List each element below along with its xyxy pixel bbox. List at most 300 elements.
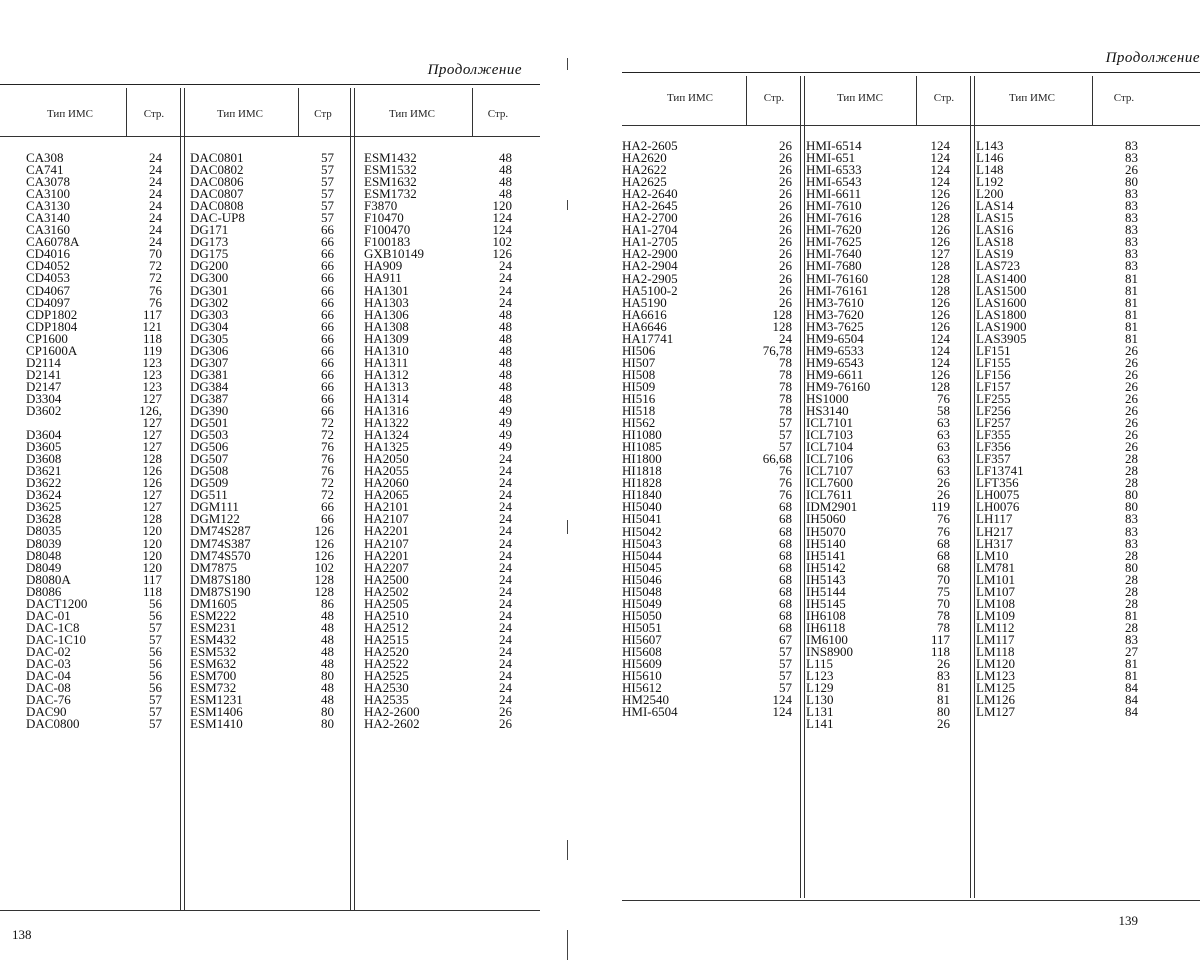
chip-type: D3602 <box>26 402 62 418</box>
chip-type: HA1301 <box>364 282 409 298</box>
page-ref: 126 <box>930 318 950 334</box>
chip-type: LAS1400 <box>976 270 1027 286</box>
table-column <box>364 152 512 730</box>
chip-type: HMI-7640 <box>806 246 862 262</box>
chip-type: HA2625 <box>622 174 667 190</box>
page-ref: 24 <box>149 162 162 178</box>
page-ref: 124 <box>930 138 950 153</box>
page-ref: 68 <box>779 595 792 611</box>
page-ref: 66 <box>321 330 334 346</box>
page-ref: 117 <box>142 306 162 322</box>
table-row <box>26 718 162 730</box>
chip-type: HMI-76161 <box>806 282 869 298</box>
page-ref: 80 <box>1125 487 1138 503</box>
page-ref: 70 <box>937 571 950 587</box>
page-ref: 68 <box>779 571 792 587</box>
chip-type: HA1311 <box>364 354 409 370</box>
page-ref: 80 <box>321 668 334 684</box>
page-ref: 83 <box>1125 138 1138 153</box>
chip-type: DG508 <box>190 463 229 479</box>
page-ref: 128 <box>142 511 162 527</box>
chip-type: CD4067 <box>26 282 71 298</box>
page-ref: 124 <box>930 330 950 346</box>
page-ref: 24 <box>499 655 512 671</box>
chip-type: L146 <box>976 150 1004 166</box>
page-ref: 81 <box>1125 330 1138 346</box>
chip-type: LM781 <box>976 559 1015 575</box>
chip-type: CA308 <box>26 150 64 165</box>
page-ref: 78 <box>937 607 950 623</box>
page-ref: 26 <box>779 186 792 202</box>
page-ref: 24 <box>499 270 512 286</box>
chip-type: ICL7103 <box>806 427 853 443</box>
chip-type: HA17741 <box>622 330 674 346</box>
chip-type: HI5042 <box>622 523 662 539</box>
right-page <box>610 0 1200 961</box>
page-ref: 28 <box>1125 451 1138 467</box>
chip-type: CDP1802 <box>26 306 78 322</box>
chip-type: HI5048 <box>622 583 662 599</box>
page-ref: 56 <box>149 668 162 684</box>
page-ref: 57 <box>149 716 162 732</box>
page-ref: 126 <box>142 475 162 491</box>
page-ref: 128 <box>930 378 950 394</box>
chip-type: HM9-6611 <box>806 366 864 382</box>
page-ref: 72 <box>149 258 162 274</box>
page-ref: 72 <box>321 415 334 431</box>
page-ref: 24 <box>149 210 162 226</box>
chip-type: DGM122 <box>190 511 240 527</box>
chip-type: DM87S180 <box>190 571 251 587</box>
page-ref: 117 <box>930 631 950 647</box>
chip-type: HM2540 <box>622 692 669 708</box>
page-ref: 123 <box>142 366 162 382</box>
page-ref: 128 <box>930 258 950 274</box>
page-ref: 78 <box>779 390 792 406</box>
chip-type: LF256 <box>976 403 1011 419</box>
chip-type: D8035 <box>26 523 62 539</box>
page-ref: 76,78 <box>762 342 792 358</box>
chip-type: ESM700 <box>190 668 237 684</box>
page-ref: 84 <box>1125 680 1138 696</box>
chip-type: LF257 <box>976 415 1011 431</box>
header-page: Стр <box>314 108 332 120</box>
chip-type: DG171 <box>190 222 229 238</box>
page-ref: 28 <box>1125 595 1138 611</box>
chip-type: HMI-7620 <box>806 222 862 238</box>
chip-type: CA3160 <box>26 222 71 238</box>
chip-type: DAC-08 <box>26 680 71 696</box>
chip-type: HA2201 <box>364 547 409 563</box>
chip-type: D3608 <box>26 451 62 467</box>
chip-type: HMI-6611 <box>806 186 862 202</box>
page-ref: 66,68 <box>762 451 792 467</box>
page-ref: 26 <box>779 138 792 153</box>
page-ref: 26 <box>779 234 792 250</box>
page-ref: 81 <box>1125 306 1138 322</box>
page-ref: 68 <box>779 535 792 551</box>
page-ref: 76 <box>321 463 334 479</box>
chip-type: HA1313 <box>364 378 409 394</box>
page-ref: 124 <box>492 222 512 238</box>
table-column <box>622 140 792 718</box>
chip-type: DG509 <box>190 475 229 491</box>
page-ref: 48 <box>321 631 334 647</box>
chip-type: DG381 <box>190 366 229 382</box>
page-ref: 58 <box>937 403 950 419</box>
page-ref: 83 <box>1125 150 1138 166</box>
chip-type: HI1080 <box>622 427 662 443</box>
chip-type: HI1828 <box>622 475 662 491</box>
page-ref: 48 <box>499 366 512 382</box>
chip-type: LF357 <box>976 451 1011 467</box>
page-ref: 84 <box>1125 692 1138 708</box>
chip-type: LH317 <box>976 535 1013 551</box>
chip-type: F100183 <box>364 234 411 250</box>
page-ref: 81 <box>937 680 950 696</box>
table-column <box>806 140 950 730</box>
chip-type: DAC-03 <box>26 655 71 671</box>
page-ref: 28 <box>1125 547 1138 563</box>
page-ref: 24 <box>149 150 162 165</box>
chip-type: LM126 <box>976 692 1015 708</box>
page-ref: 66 <box>321 499 334 515</box>
chip-type: DG200 <box>190 258 229 274</box>
chip-type: DG175 <box>190 246 229 262</box>
page-ref: 24 <box>149 234 162 250</box>
page-number: 138 <box>12 927 32 942</box>
header-rule <box>622 125 1200 126</box>
chip-type: HA2-2600 <box>364 704 420 720</box>
page-ref: 68 <box>779 499 792 515</box>
page-ref: 24 <box>499 559 512 575</box>
chip-type: DAC0808 <box>190 198 244 214</box>
page-ref: 126 <box>930 234 950 250</box>
page-ref: 126 <box>314 547 334 563</box>
chip-type: HM9-6533 <box>806 342 864 358</box>
chip-type: IH5070 <box>806 523 846 539</box>
page-ref: 120 <box>142 559 162 575</box>
chip-type: ESM732 <box>190 680 237 696</box>
page-ref: 80 <box>321 704 334 720</box>
page-ref: 76 <box>321 451 334 467</box>
chip-type: HI5050 <box>622 607 662 623</box>
page-ref: 83 <box>1125 511 1138 527</box>
page-ref: 48 <box>499 354 512 370</box>
chip-type: DM74S570 <box>190 547 251 563</box>
chip-type: LM101 <box>976 571 1015 587</box>
chip-type: D8049 <box>26 559 62 575</box>
page-ref: 24 <box>149 186 162 202</box>
chip-type: LH117 <box>976 511 1013 527</box>
chip-type: HI5044 <box>622 547 662 563</box>
page-ref: 66 <box>321 282 334 298</box>
page-ref: 24 <box>499 607 512 623</box>
chip-type: DAC-1C8 <box>26 619 80 635</box>
page-ref: 83 <box>1125 246 1138 262</box>
page-ref: 124 <box>930 162 950 178</box>
chip-type: HA2522 <box>364 655 409 671</box>
chip-type: LM117 <box>976 631 1015 647</box>
page-ref: 119 <box>142 342 162 358</box>
page-ref: 27 <box>1125 643 1138 659</box>
page-ref: 48 <box>499 174 512 190</box>
chip-type: HA1303 <box>364 294 409 310</box>
page-ref: 126 <box>492 246 512 262</box>
chip-type: D8080A <box>26 571 71 587</box>
page-ref: 28 <box>1125 571 1138 587</box>
chip-type: D3605 <box>26 439 62 455</box>
chip-type: LM112 <box>976 619 1015 635</box>
chip-type: HI5608 <box>622 643 662 659</box>
chip-type: LF255 <box>976 390 1011 406</box>
header-page: Стр. <box>1113 92 1135 104</box>
chip-type: HI518 <box>622 403 656 419</box>
chip-type: ESM1410 <box>190 716 243 732</box>
chip-type: HM3-7610 <box>806 294 864 310</box>
page-ref: 66 <box>321 511 334 527</box>
chip-type: F3870 <box>364 198 398 214</box>
chip-type: LM125 <box>976 680 1015 696</box>
chip-type: L200 <box>976 186 1004 202</box>
chip-type: DG301 <box>190 282 229 298</box>
page-ref: 68 <box>779 511 792 527</box>
chip-type: HI5609 <box>622 656 662 672</box>
page-ref: 83 <box>1125 234 1138 250</box>
header-page: Стр. <box>933 92 955 104</box>
chip-type: L192 <box>976 174 1004 190</box>
header-type: Тип ИМС <box>1008 92 1056 104</box>
chip-type: ESM1532 <box>364 162 417 178</box>
chip-type: CA6078A <box>26 234 80 250</box>
header-page: Стр. <box>143 108 165 120</box>
chip-type: HI509 <box>622 378 656 394</box>
page-ref: 83 <box>1125 523 1138 539</box>
page-ref: 80 <box>321 716 334 732</box>
chip-type: L131 <box>806 704 834 720</box>
page-ref: 24 <box>499 583 512 599</box>
page-ref: 66 <box>321 318 334 334</box>
page-ref: 70 <box>149 246 162 262</box>
chip-type: HA2525 <box>364 668 409 684</box>
page-ref: 67 <box>779 631 792 647</box>
chip-type: DAC-02 <box>26 643 71 659</box>
chip-type: HMI-6543 <box>806 174 862 190</box>
page-ref: 72 <box>321 475 334 491</box>
page-ref: 127 <box>142 415 162 431</box>
chip-type: L143 <box>976 138 1004 153</box>
chip-type: IH5142 <box>806 559 846 575</box>
header-type: Тип ИМС <box>666 92 714 104</box>
page-ref: 118 <box>142 583 162 599</box>
page-ref: 63 <box>937 463 950 479</box>
chip-type: HA5100-2 <box>622 282 678 298</box>
page-ref: 49 <box>499 402 512 418</box>
chip-type: HA2515 <box>364 631 409 647</box>
page-ref: 81 <box>937 692 950 708</box>
page-ref: 83 <box>1125 631 1138 647</box>
chip-type: CA3078 <box>26 174 71 190</box>
chip-type: DAC0806 <box>190 174 244 190</box>
page-ref: 24 <box>499 631 512 647</box>
page-ref: 28 <box>1125 463 1138 479</box>
chip-type: HA2505 <box>364 595 409 611</box>
chip-type: CD4016 <box>26 246 71 262</box>
chip-type: HA2-2645 <box>622 198 678 214</box>
page-ref: 26 <box>1125 342 1138 358</box>
chip-type: L130 <box>806 692 834 708</box>
chip-type: HI507 <box>622 354 656 370</box>
chip-type: LM118 <box>976 643 1015 659</box>
page-ref: 68 <box>937 547 950 563</box>
page-ref: 28 <box>1125 475 1138 491</box>
page-ref: 48 <box>499 162 512 178</box>
page-ref: 127 <box>930 246 950 262</box>
page-ref: 76 <box>149 294 162 310</box>
page-ref: 56 <box>149 595 162 611</box>
page-ref: 57 <box>321 210 334 226</box>
page-ref: 57 <box>779 656 792 672</box>
chip-type: HI5612 <box>622 680 662 696</box>
page-ref: 120 <box>142 535 162 551</box>
page-ref: 26 <box>779 282 792 298</box>
page-ref: 126 <box>930 222 950 238</box>
page-ref: 68 <box>779 559 792 575</box>
chip-type: D3304 <box>26 390 62 406</box>
chip-type: LAS14 <box>976 198 1014 214</box>
table-bottom-rule <box>0 910 540 911</box>
chip-type: DAC0801 <box>190 150 244 165</box>
page-ref: 24 <box>499 595 512 611</box>
page-ref: 68 <box>779 583 792 599</box>
page-ref: 49 <box>499 439 512 455</box>
page-ref: 126 <box>314 535 334 551</box>
page-ref: 118 <box>142 330 162 346</box>
page-ref: 66 <box>321 390 334 406</box>
page-ref: 49 <box>499 427 512 443</box>
chip-type: LM10 <box>976 547 1009 563</box>
page-ref: 127 <box>142 427 162 443</box>
page-ref: 126 <box>930 366 950 382</box>
page-ref: 24 <box>499 463 512 479</box>
chip-type: HMI-651 <box>806 150 856 166</box>
chip-type: D2147 <box>26 378 62 394</box>
page-ref: 119 <box>930 499 950 515</box>
chip-type: HI5045 <box>622 559 662 575</box>
page-ref: 26 <box>937 716 950 732</box>
chip-type: DM87S190 <box>190 583 251 599</box>
chip-type: HA2-2602 <box>364 716 420 732</box>
chip-type: IH5145 <box>806 595 846 611</box>
page-ref: 66 <box>321 270 334 286</box>
table-bottom-rule <box>622 900 1200 901</box>
page-ref: 128 <box>930 270 950 286</box>
chip-type: LAS723 <box>976 258 1021 274</box>
page-ref: 81 <box>1125 282 1138 298</box>
page-ref: 83 <box>1125 186 1138 202</box>
page-ref: 76 <box>937 511 950 527</box>
page-ref: 127 <box>142 390 162 406</box>
page-ref: 121 <box>142 318 162 334</box>
chip-type: D8086 <box>26 583 62 599</box>
chip-type: HA2207 <box>364 559 409 575</box>
page-ref: 26 <box>779 294 792 310</box>
chip-type: DAC0807 <box>190 186 244 202</box>
page-ref: 80 <box>1125 559 1138 575</box>
chip-type: ESM1432 <box>364 150 417 165</box>
page-ref: 24 <box>499 643 512 659</box>
chip-type: D3621 <box>26 463 62 479</box>
page-ref: 81 <box>1125 270 1138 286</box>
chip-type: LF356 <box>976 439 1011 455</box>
page-ref: 26 <box>937 487 950 503</box>
header-type: Тип ИМС <box>46 108 94 120</box>
header-type: Тип ИМС <box>388 108 436 120</box>
page-ref: 123 <box>142 378 162 394</box>
page-ref: 78 <box>779 403 792 419</box>
page-ref: 24 <box>149 198 162 214</box>
chip-type: LAS1600 <box>976 294 1027 310</box>
page-ref: 72 <box>149 270 162 286</box>
chip-type: DG173 <box>190 234 229 250</box>
page-ref: 56 <box>149 680 162 696</box>
chip-type: LF155 <box>976 354 1011 370</box>
page-ref: 26 <box>779 162 792 178</box>
page-ref: 126 <box>930 306 950 322</box>
chip-type: LM108 <box>976 595 1015 611</box>
page-ref: 26 <box>779 222 792 238</box>
chip-type: ESM1732 <box>364 186 417 202</box>
page-ref: 124 <box>492 210 512 226</box>
chip-type: LAS15 <box>976 210 1014 226</box>
page-ref: 48 <box>499 342 512 358</box>
page-ref: 48 <box>499 330 512 346</box>
page-ref: 26 <box>779 270 792 286</box>
chip-type: HI5607 <box>622 631 662 647</box>
chip-type: DAC-76 <box>26 692 71 708</box>
chip-type: DG305 <box>190 330 229 346</box>
page-ref: 56 <box>149 655 162 671</box>
page-ref: 26 <box>1125 439 1138 455</box>
page-ref: 48 <box>499 390 512 406</box>
chip-type: HA6616 <box>622 306 667 322</box>
chip-type: D3622 <box>26 475 62 491</box>
page-ref: 24 <box>499 619 512 635</box>
page-ref: 124 <box>930 174 950 190</box>
page-ref: 68 <box>937 559 950 575</box>
page-ref: 81 <box>1125 318 1138 334</box>
chip-type: HI508 <box>622 366 656 382</box>
page-ref: 75 <box>937 583 950 599</box>
page-ref: 48 <box>321 643 334 659</box>
chip-type: DGM111 <box>190 499 239 515</box>
chip-type: HA1325 <box>364 439 409 455</box>
page-ref: 48 <box>499 318 512 334</box>
page-ref: 78 <box>779 366 792 382</box>
header-rule <box>0 136 540 137</box>
page-ref: 118 <box>930 643 950 659</box>
chip-type: HMI-6533 <box>806 162 862 178</box>
chip-type: DM74S287 <box>190 523 251 539</box>
page-ref: 57 <box>779 680 792 696</box>
chip-type: CA3130 <box>26 198 71 214</box>
page-ref: 26 <box>779 246 792 262</box>
page-ref: 24 <box>499 571 512 587</box>
chip-type: LAS18 <box>976 234 1014 250</box>
page-ref: 26 <box>779 150 792 166</box>
page-ref: 83 <box>1125 258 1138 274</box>
chip-type: L115 <box>806 656 833 672</box>
